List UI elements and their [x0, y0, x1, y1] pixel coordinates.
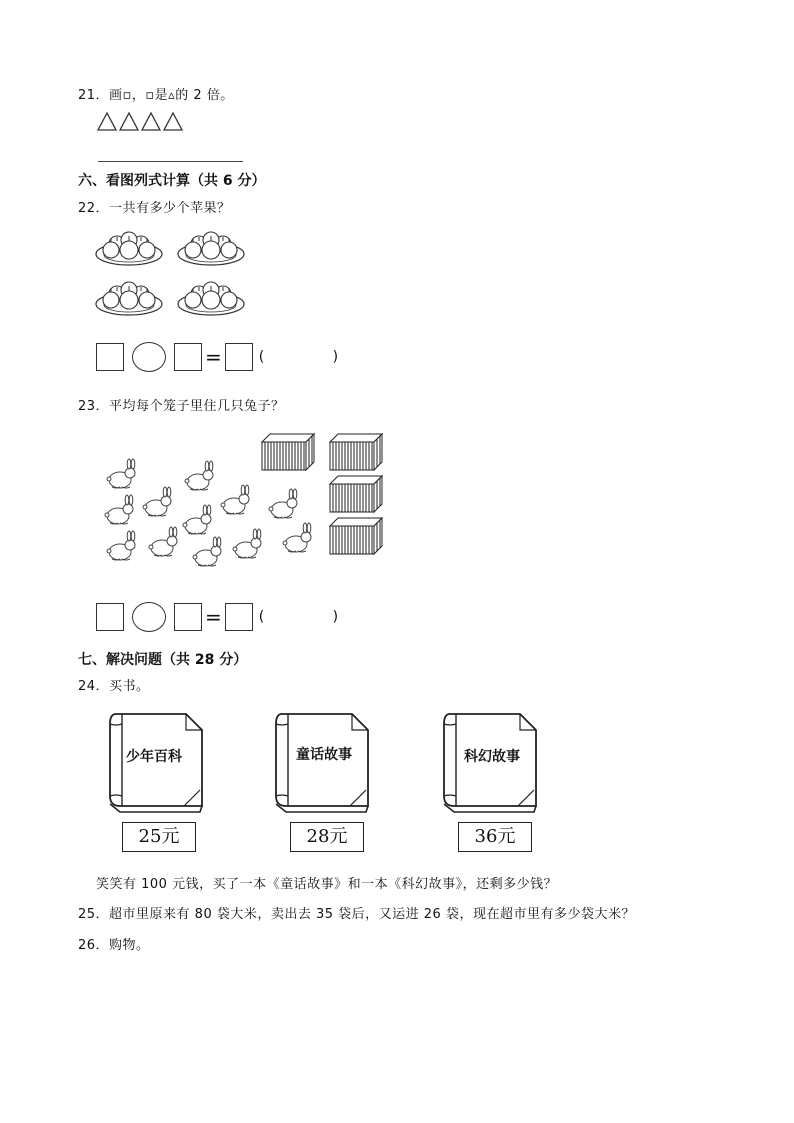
- triangle-icon: [98, 113, 116, 130]
- price-tag: 25元: [122, 822, 196, 852]
- answer-box[interactable]: [96, 343, 124, 371]
- book-title: 科幻故事: [464, 749, 520, 765]
- rabbit-icon: [193, 537, 221, 566]
- apple-plate: [96, 282, 162, 315]
- equation-row-23: [96, 602, 370, 632]
- rabbit-icon: [283, 523, 311, 552]
- answer-box[interactable]: [225, 603, 253, 631]
- apple-plates-figure: [95, 226, 255, 322]
- equals-sign: =: [205, 605, 222, 629]
- question-22: 22．一共有多少个苹果？: [78, 201, 231, 216]
- rabbit-icon: [269, 489, 297, 518]
- cage-icon: [330, 434, 382, 470]
- section-6-title: 六、看图列式计算（共 6 分）: [78, 173, 266, 189]
- question-25: 25．超市里原来有 80 袋大米，卖出去 35 袋后，又运进 26 袋，现在超市里有多少袋大米？: [78, 907, 635, 922]
- answer-box[interactable]: [96, 603, 124, 631]
- triangle-icon: [120, 113, 138, 130]
- price-tag: 36元: [458, 822, 532, 852]
- cage-icon: [330, 518, 382, 554]
- apple-plate: [178, 232, 244, 265]
- rabbit-icon: [149, 527, 177, 556]
- operator-circle[interactable]: [132, 602, 166, 632]
- cage-icon: [262, 434, 314, 470]
- triangle-icon: [142, 113, 160, 130]
- triangle-icon: [164, 113, 182, 130]
- book-title: 童话故事: [296, 747, 352, 763]
- price-tag: 28元: [290, 822, 364, 852]
- question-26: 26．购物。: [78, 938, 150, 953]
- question-21: 21．画▫，▫是▵的 2 倍。: [78, 88, 234, 103]
- rabbits-cages-figure: [96, 430, 396, 575]
- rabbit-icon: [183, 505, 211, 534]
- rabbit-icon: [107, 459, 135, 488]
- answer-box[interactable]: [174, 603, 202, 631]
- book-title: 少年百科: [126, 749, 182, 765]
- equation-row-22: [96, 342, 370, 372]
- unit-paren[interactable]: ( ): [258, 349, 371, 365]
- answer-line[interactable]: [98, 161, 243, 162]
- section-7-title: 七、解决问题（共 28 分）: [78, 652, 248, 668]
- answer-box[interactable]: [174, 343, 202, 371]
- answer-box[interactable]: [225, 343, 253, 371]
- unit-paren[interactable]: ( ): [258, 609, 371, 625]
- rabbit-icon: [143, 487, 171, 516]
- triangles-figure: [96, 110, 186, 132]
- question-24-prompt: 笑笑有 100 元钱，买了一本《童话故事》和一本《科幻故事》，还剩多少钱？: [96, 877, 558, 892]
- cage-icon: [330, 476, 382, 512]
- rabbit-icon: [233, 529, 261, 558]
- rabbit-icon: [107, 531, 135, 560]
- apple-plate: [96, 232, 162, 265]
- rabbit-icon: [185, 461, 213, 490]
- rabbit-icon: [221, 485, 249, 514]
- rabbit-icon: [105, 495, 133, 524]
- question-23: 23．平均每个笼子里住几只兔子？: [78, 399, 285, 414]
- book-icon: [272, 710, 372, 820]
- equals-sign: =: [205, 345, 222, 369]
- operator-circle[interactable]: [132, 342, 166, 372]
- apple-plate: [178, 282, 244, 315]
- question-24: 24．买书。: [78, 679, 150, 694]
